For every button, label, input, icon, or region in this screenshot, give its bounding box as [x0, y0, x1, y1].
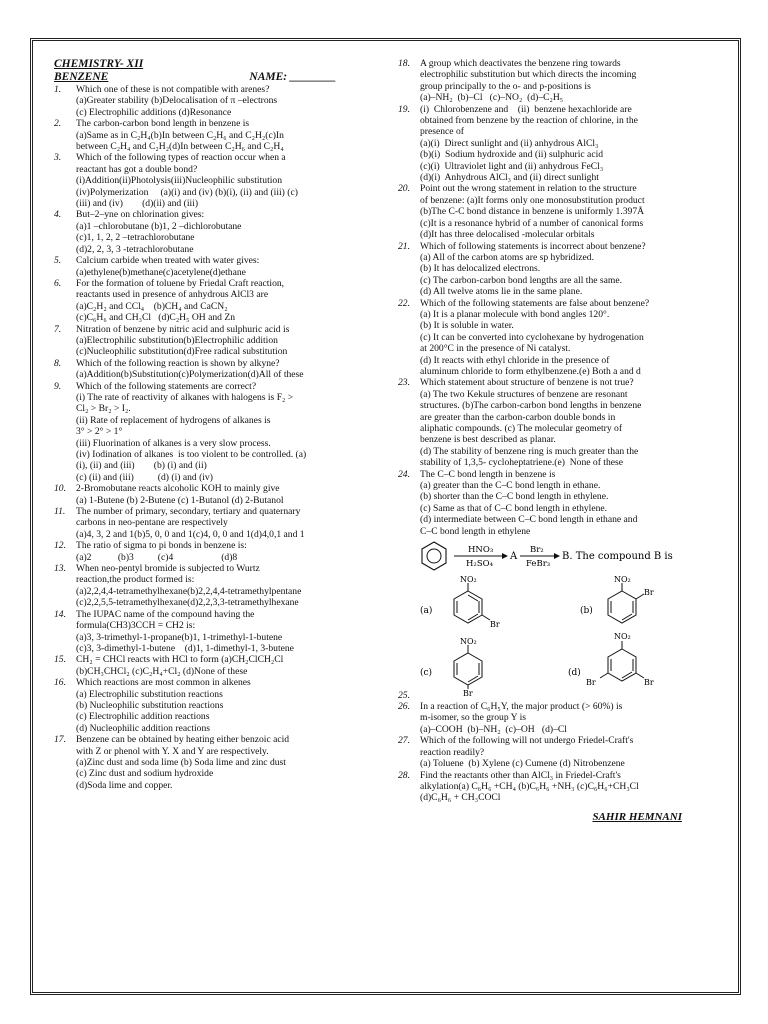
question-item — [398, 298, 696, 378]
question-text-line: 3° > 2° > 1° — [76, 426, 123, 438]
reaction-scheme — [420, 539, 696, 573]
question-text-line: reactants used in presence of anhydrous AlCl3 are — [76, 289, 269, 301]
question-text-line: (a)Electrophilic substitution(b)Electrophilic addition — [76, 334, 278, 346]
question-text-line: 2-Bromobutane reacts alcoholic KOH to mainly give — [76, 483, 280, 495]
question-item — [54, 609, 366, 655]
question-text-line: Which of following statements is incorrect about benzene? — [420, 240, 646, 252]
question-text-line: The C–C bond length in benzene is — [420, 468, 556, 480]
reagent-1-top: HNO₃ — [468, 545, 494, 556]
product-text: B. The compound B is — [562, 551, 673, 563]
question-number: 24. — [398, 468, 410, 480]
question-number: 13. — [54, 563, 66, 575]
question-text-line: (a)1 –chlorobutane (b)1, 2 –dichlorobutane — [76, 220, 242, 232]
question-item — [54, 654, 366, 677]
question-number: 20. — [398, 183, 410, 195]
question-number: 16. — [54, 677, 66, 689]
question-text-line: (a)4, 3, 2 and 1(b)5, 0, 0 and 1(c)4, 0, 0 and 1(d)4,0,1 and 1 — [76, 528, 305, 540]
question-text-line: (d)Soda lime and copper. — [76, 779, 173, 791]
reagent-1-bottom: H₂SO₄ — [466, 559, 494, 570]
question-text-line: (iii) and (iv) (d)(ii) and (iii) — [76, 198, 199, 210]
question-text-line: (b)The C-C bond distance in benzene is uniformly 1.397Å — [420, 206, 645, 218]
question-number: 15. — [54, 654, 66, 666]
question-text-line: Which of the following statements are false about benzene? — [420, 297, 650, 309]
option-b-top: NO₂ — [614, 575, 631, 585]
question-item — [398, 183, 696, 240]
question-text-line: (c)Nucleophilic substitution(d)Free radical substitution — [76, 346, 288, 358]
question-text-line: CH₂ = CHCl reacts with HCl to form (a)CH₂ClCH₂Cl — [76, 654, 284, 666]
question-text-line: (b) Nucleophilic substitution reactions — [76, 699, 224, 711]
question-item — [54, 540, 366, 563]
question-text-line: Which of the following will not undergo Friedel-Craft's — [420, 735, 634, 747]
question-item — [398, 701, 696, 735]
question-text-line: (b) It has delocalized electrons. — [420, 263, 541, 275]
structure-options — [398, 575, 696, 701]
question-text-line: Which of the following types of reaction occur when a — [76, 152, 286, 164]
question-item — [54, 209, 366, 255]
question-number-25: 25. — [398, 689, 410, 701]
question-item — [54, 324, 366, 358]
question-text-line: of benzene: (a)It forms only one monosubstitution product — [420, 194, 645, 206]
reaction-scheme-graphic — [420, 539, 696, 573]
question-text-line: group principally to the o- and p-positions is — [420, 80, 591, 92]
question-number: 8. — [54, 357, 62, 369]
question-text-line: (c)2,2,5,5-tetramethylhexane(d)2,2,3,3-tetramethylhexane — [76, 597, 299, 609]
right-question-list-a — [398, 58, 696, 537]
question-text-line: (a) 1-Butene (b) 2-Butene (c) 1-Butanol (d) 2-Butanol — [76, 494, 284, 506]
question-text-line: reaction,the product formed is: — [76, 574, 195, 586]
question-number: 18. — [398, 58, 410, 69]
question-number: 3. — [54, 152, 62, 164]
benzene-ring-icon — [422, 542, 446, 570]
question-number: 11. — [54, 506, 66, 518]
question-number: 26. — [398, 701, 410, 713]
question-item — [398, 377, 696, 468]
question-text-line: are greater than the carbon-carbon double bonds in — [420, 411, 616, 423]
question-number: 10. — [54, 483, 66, 495]
question-text-line: between C₂H₄ and C₂H₂(d)In between C₂H₆ and C₂H₄ — [76, 141, 284, 153]
question-number: 5. — [54, 255, 62, 267]
question-text-line: (a)–COOH (b)–NH₂ (c)–OH (d)–Cl — [420, 723, 567, 735]
question-text-line: (a) All of the carbon atoms are sp hybridized. — [420, 251, 594, 263]
question-text-line: with Z or phenol with Y. X and Y are respectively. — [76, 745, 269, 757]
question-text-line: (iv)Polymerization (a)(i) and (iv) (b)(i), (ii) and (iii) (c) — [76, 186, 298, 198]
question-text-line: (c)3, 3-dimethyl-1-butene (d)1, 1-dimethyl-1, 3-butene — [76, 642, 294, 654]
question-text-line: Benzene can be obtained by heating either benzoic acid — [76, 734, 290, 746]
question-text-line: Which reactions are most common in alkenes — [76, 677, 251, 689]
option-c-top: NO₂ — [460, 637, 477, 647]
question-text-line: Which of the following statements are correct? — [76, 380, 257, 392]
arrowhead-2 — [554, 553, 560, 559]
question-text-line: aluminum chloride to form ethylbenzene.(e) Both a and d — [420, 365, 641, 377]
question-number: 9. — [54, 380, 62, 392]
option-d-sub-1: Br — [586, 678, 596, 688]
question-number: 7. — [54, 323, 62, 335]
question-number: 2. — [54, 118, 62, 130]
question-text-line: The number of primary, secondary, tertiary and quaternary — [76, 506, 301, 518]
question-text-line: (c) Same as that of C–C bond length in ethylene. — [420, 502, 608, 514]
question-item — [398, 735, 696, 769]
question-text-line: (d) Nucleophilic addition reactions — [76, 722, 211, 734]
question-text-line: (c) Electrophilic additions (d)Resonance — [76, 106, 232, 118]
question-number: 28. — [398, 769, 410, 781]
question-text-line: (i) Chlorobenzene and (ii) benzene hexachloride are — [420, 103, 632, 115]
question-text-line: carbons in neo-pentane are respectively — [76, 517, 228, 529]
question-text-line: (a)Addition(b)Substitution(c)Polymerization(d)All of these — [76, 369, 304, 381]
benzene-ring-icon — [608, 591, 636, 623]
question-text-line: reaction readily? — [420, 746, 485, 758]
question-text-line: A group which deactivates the benzene ring towards — [420, 58, 621, 69]
question-text-line: Which one of these is not compatible with arenes? — [76, 84, 270, 95]
question-item — [54, 278, 366, 324]
question-text-line: electrophilic substitution but which directs the incoming — [420, 69, 637, 81]
question-item — [54, 677, 366, 734]
question-text-line: m-isomer, so the group Y is — [420, 712, 527, 724]
reagent-2-top: Br₂ — [530, 545, 544, 556]
question-number: 27. — [398, 735, 410, 747]
right-question-list-b — [398, 701, 696, 804]
question-text-line: (c)1, 1, 2, 2 –tetrachlorobutane — [76, 232, 195, 244]
question-text-line: benzene is best described as planar. — [420, 434, 556, 446]
question-text-line: But–2–yne on chlorination gives: — [76, 209, 205, 221]
question-text-line: aliphatic compounds. (c) The molecular geometry of — [420, 423, 623, 434]
question-text-line: Nitration of benzene by nitric acid and sulphuric acid is — [76, 323, 290, 335]
question-text-line: at 200°C in the presence of Ni catalyst. — [420, 343, 571, 355]
sheet-title: CHEMISTRY- XII — [54, 58, 144, 70]
question-text-line: (a)–NH₂ (b)–Cl (c)–NO₂ (d)–C₂H₅ — [420, 92, 564, 104]
question-text-line: alkylation(a) C₆H₆ +CH₄ (b)C₆H₆ +NH₃ (c)C₆H₆+CH₃Cl — [420, 780, 639, 792]
question-text-line: (a)Greater stability (b)Delocalisation of π –electrons — [76, 95, 278, 107]
question-text-line: C–C bond length in ethylene — [420, 525, 531, 537]
option-a-structure — [420, 575, 500, 629]
question-text-line: In a reaction of C₆H₅Y, the major product (> 60%) is — [420, 701, 623, 713]
question-item — [54, 152, 366, 209]
question-number: 22. — [398, 297, 410, 309]
question-number: 6. — [54, 277, 62, 289]
question-number: 4. — [54, 209, 62, 221]
benzene-ring-icon — [454, 591, 482, 623]
aromatic-circle-icon — [427, 549, 441, 563]
question-item — [54, 118, 366, 152]
question-text-line: (c) The carbon-carbon bond lengths are all the same. — [420, 274, 623, 286]
option-c-structure — [420, 637, 482, 697]
question-text-line: (c) It can be converted into cyclohexane by hydrogenation — [420, 331, 644, 343]
question-number: 21. — [398, 240, 410, 252]
question-item — [54, 483, 366, 506]
question-text-line: Which statement about structure of benzene is not true? — [420, 377, 634, 389]
question-text-line: (c) Zinc dust and sodium hydroxide — [76, 768, 214, 780]
question-text-line: structures. (b)The carbon-carbon bond lengths in benzene — [420, 400, 642, 412]
question-text-line: (c)(i) Ultraviolet light and (ii) anhydrous FeCl₃ — [420, 160, 604, 172]
question-number: 12. — [54, 540, 66, 552]
question-text-line: (i) The rate of reactivity of alkanes with halogens is F₂ > — [76, 391, 294, 403]
question-text-line: Which of the following reaction is shown by alkyne? — [76, 357, 280, 369]
question-text-line: (iii) Fluorination of alkanes is a very slow process. — [76, 437, 271, 449]
question-text-line: (d)It has three delocalised -molecular orbitals — [420, 229, 595, 241]
question-item — [54, 255, 366, 278]
question-text-line: (a)3, 3-trimethyl-1-propane(b)1, 1-trimethyl-1-butene — [76, 631, 283, 643]
question-text-line: presence of — [420, 126, 464, 138]
question-text-line: (c)C₆H₆ and CH₃Cl (d)C₂H₅ OH and Zn — [76, 312, 236, 324]
question-text-line: (iv) Iodination of alkanes is too violent to be controlled. (a) — [76, 449, 307, 460]
topic-title: BENZENE — [54, 71, 109, 83]
author-signature: SAHIR HEMNANI — [592, 810, 682, 823]
question-text-line: Calcium carbide when treated with water gives: — [76, 255, 260, 267]
option-c-sub: Br — [463, 689, 473, 698]
question-text-line: (a)2,2,4,4-tetramethylhexane(b)2,2,4,4-tetramethylpentane — [76, 585, 302, 597]
benzene-ring-icon — [608, 649, 636, 681]
question-text-line: (a)(i) Direct sunlight and (ii) anhydrous AlCl₃ — [420, 137, 599, 149]
question-text-line: (a)Zinc dust and soda lime (b) Soda lime and zinc dust — [76, 756, 286, 768]
option-a-top: NO₂ — [460, 575, 477, 585]
question-text-line: (d)C₆H₆ + CH₃COCl — [420, 792, 501, 804]
option-c-label: (c) — [420, 668, 433, 679]
option-b-label: (b) — [580, 606, 593, 617]
question-text-line: (ii) Rate of replacement of hydrogens of alkanes is — [76, 414, 271, 426]
option-b-structure — [580, 575, 654, 623]
option-d-label: (d) — [568, 668, 581, 679]
option-d-top: NO₂ — [614, 632, 631, 642]
question-text-line: (b) It is soluble in water. — [420, 320, 514, 332]
question-text-line: (c) Electrophilic addition reactions — [76, 711, 210, 723]
question-text-line: Find the reactants other than AlCl₃ in Friedel-Craft's — [420, 769, 621, 781]
question-text-line: (a) greater than the C–C bond length in ethane. — [420, 480, 601, 492]
question-text-line: stability of 1,3,5- cycloheptatriene.(e) None of these — [420, 457, 623, 469]
question-item — [398, 469, 696, 537]
question-item — [54, 506, 366, 540]
question-text-line: (a)C₂H₂ and CCl₄ (b)CH₄ and CaCN₂ — [76, 300, 228, 312]
question-item — [54, 381, 366, 484]
question-text-line: (c)It is a resonance hybrid of a number of canonical forms — [420, 217, 644, 229]
question-number: 1. — [54, 84, 62, 95]
question-text-line: The ratio of sigma to pi bonds in benzene is: — [76, 540, 247, 552]
question-text-line: (d)2, 2, 3, 3 -tetrachlorobutane — [76, 243, 194, 255]
question-text-line: (i), (ii) and (iii) (b) (i) and (ii) — [76, 460, 207, 472]
question-text-line: The IUPAC name of the compound having the — [76, 608, 255, 620]
question-text-line: The carbon-carbon bond length in benzene is — [76, 118, 250, 130]
option-d-sub-2: Br — [644, 678, 654, 688]
name-label: NAME: ________ — [249, 71, 336, 83]
question-text-line: (d) All twelve atoms lie in the same plane. — [420, 286, 583, 298]
question-text-line: Point out the wrong statement in relation to the structure — [420, 183, 637, 195]
question-text-line: (a)2 (b)3 (c)4 (d)8 — [76, 551, 238, 563]
question-item — [54, 563, 366, 609]
question-text-line: (a) Toluene (b) Xylene (c) Cumene (d) Nitrobenzene — [420, 758, 625, 770]
question-number: 23. — [398, 377, 410, 389]
question-text-line: (d) The stability of benzene ring is much greater than the — [420, 445, 639, 457]
structure-options-graphic — [420, 575, 696, 697]
question-text-line: When neo-pentyl bromide is subjected to Wurtz — [76, 563, 260, 575]
left-column — [54, 58, 366, 791]
reagent-2-bottom: FeBr₃ — [526, 559, 551, 570]
question-text-line: (c) (ii) and (iii) (d) (i) and (iv) — [76, 471, 213, 483]
right-column — [398, 58, 696, 823]
question-text-line: reactant has got a double bond? — [76, 163, 198, 175]
question-text-line: (b)(i) Sodium hydroxide and (ii) sulphuric acid — [420, 149, 604, 161]
question-text-line: (d)(i) Anhydrous AlCl₃ and (ii) direct sunlight — [420, 172, 599, 184]
question-item — [398, 58, 696, 104]
question-text-line: For the formation of toluene by Friedal Craft reaction, — [76, 277, 285, 289]
question-text-line: (b)CH₃CHCl₂ (c)C₂H₄+Cl₂ (d)None of these — [76, 665, 248, 677]
question-item — [54, 734, 366, 791]
question-text-line: (d) intermediate between C–C bond length in ethane and — [420, 514, 638, 526]
question-item — [54, 84, 366, 118]
question-text-line: (a)Same as in C₂H₄(b)In between C₂H₆ and C₂H₂(c)In — [76, 129, 284, 141]
question-text-line: Cl₂ > Br₂ > I₂. — [76, 403, 131, 415]
question-text-line: (i)Addition(ii)Photolysis(iii)Nucleophilic substitution — [76, 175, 282, 187]
option-b-sub: Br — [644, 588, 654, 598]
question-text-line: (b) shorter than the C–C bond length in ethylene. — [420, 491, 609, 503]
option-a-sub: Br — [490, 620, 500, 630]
benzene-ring-icon — [454, 653, 482, 685]
option-d-structure — [568, 632, 654, 687]
question-text-line: (a) The two Kekule structures of benzene are resonant — [420, 388, 628, 400]
intermediate-label: A — [510, 551, 518, 563]
question-text-line: obtained from benzene by the reaction of chlorine, in the — [420, 115, 638, 127]
left-question-list — [54, 84, 366, 791]
question-text-line: (a)ethylene(b)methane(c)acetylene(d)ethane — [76, 266, 246, 278]
question-item — [398, 770, 696, 804]
question-number: 14. — [54, 608, 66, 620]
question-item — [54, 358, 366, 381]
option-a-label: (a) — [420, 606, 433, 617]
header-row — [54, 71, 336, 84]
question-text-line: (a) It is a planar molecule with bond angles 120°. — [420, 308, 610, 320]
arrowhead-1 — [502, 553, 508, 559]
question-number: 19. — [398, 103, 410, 115]
question-item — [398, 241, 696, 298]
question-text-line: (a) Electrophilic substitution reactions — [76, 688, 223, 700]
question-text-line: formula(CH3)3CCH = CH2 is: — [76, 620, 196, 632]
question-number: 17. — [54, 734, 66, 746]
question-text-line: (d) It reacts with ethyl chloride in the presence of — [420, 354, 610, 366]
question-item — [398, 104, 696, 184]
